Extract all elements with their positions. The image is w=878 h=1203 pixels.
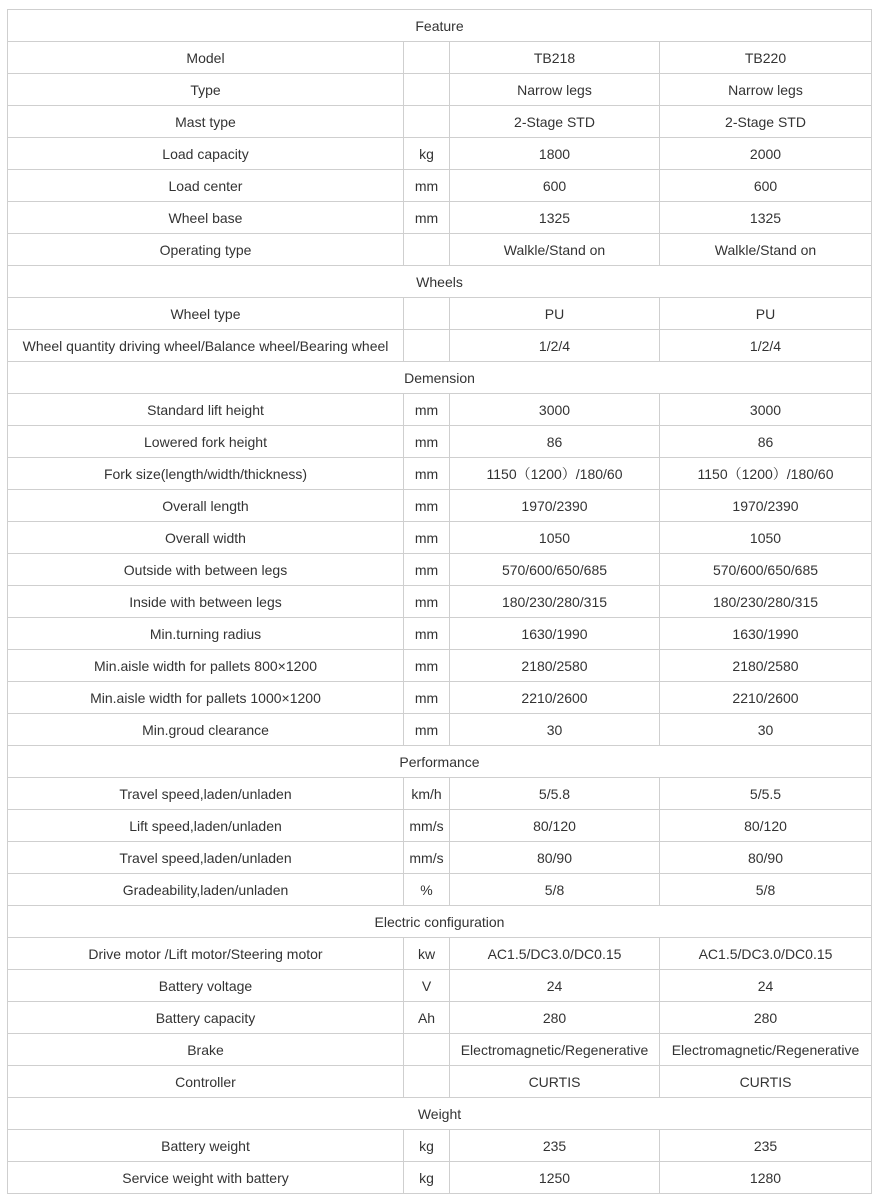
table-row	[8, 106, 872, 138]
spec-unit-cell: mm	[404, 170, 450, 202]
model-2-value-cell: TB220	[660, 42, 872, 74]
spec-unit-cell: kg	[404, 1130, 450, 1162]
spec-unit-cell	[404, 1034, 450, 1066]
table-row	[8, 522, 872, 554]
spec-label-cell: Min.groud clearance	[8, 714, 404, 746]
spec-label-cell: Operating type	[8, 234, 404, 266]
table-row	[8, 1066, 872, 1098]
spec-label-cell: Model	[8, 42, 404, 74]
table-row	[8, 74, 872, 106]
spec-unit-cell	[404, 234, 450, 266]
model-2-value-cell: 600	[660, 170, 872, 202]
spec-label-cell: Service weight with battery	[8, 1162, 404, 1194]
model-1-value-cell: 1050	[450, 522, 660, 554]
model-2-value-cell: 280	[660, 1002, 872, 1034]
model-2-value-cell: 86	[660, 426, 872, 458]
spec-label-cell: Travel speed,laden/unladen	[8, 778, 404, 810]
spec-unit-cell	[404, 1066, 450, 1098]
model-1-value-cell: 570/600/650/685	[450, 554, 660, 586]
section-header-row	[8, 10, 872, 42]
model-2-value-cell: 1325	[660, 202, 872, 234]
model-2-value-cell: Electromagnetic/Regenerative	[660, 1034, 872, 1066]
spec-label-cell: Load capacity	[8, 138, 404, 170]
model-2-value-cell: 1150（1200）/180/60	[660, 458, 872, 490]
model-1-value-cell: 1/2/4	[450, 330, 660, 362]
table-row	[8, 1002, 872, 1034]
spec-label-cell: Outside with between legs	[8, 554, 404, 586]
model-2-value-cell: 24	[660, 970, 872, 1002]
model-2-value-cell: 80/120	[660, 810, 872, 842]
table-row	[8, 938, 872, 970]
spec-label-cell: Wheel base	[8, 202, 404, 234]
model-2-value-cell: AC1.5/DC3.0/DC0.15	[660, 938, 872, 970]
spec-unit-cell: mm	[404, 682, 450, 714]
spec-unit-cell: %	[404, 874, 450, 906]
model-1-value-cell: 86	[450, 426, 660, 458]
section-title: Demension	[8, 362, 872, 394]
model-1-value-cell: 2210/2600	[450, 682, 660, 714]
spec-label-cell: Battery voltage	[8, 970, 404, 1002]
model-2-value-cell: 1970/2390	[660, 490, 872, 522]
model-1-value-cell: 600	[450, 170, 660, 202]
model-2-value-cell: 2180/2580	[660, 650, 872, 682]
spec-label-cell: Controller	[8, 1066, 404, 1098]
model-2-value-cell: Narrow legs	[660, 74, 872, 106]
section-title: Wheels	[8, 266, 872, 298]
spec-label-cell: Mast type	[8, 106, 404, 138]
model-2-value-cell: 2210/2600	[660, 682, 872, 714]
spec-label-cell: Wheel type	[8, 298, 404, 330]
spec-label-cell: Brake	[8, 1034, 404, 1066]
section-header-row	[8, 362, 872, 394]
spec-unit-cell	[404, 74, 450, 106]
table-row	[8, 1162, 872, 1194]
spec-label-cell: Min.turning radius	[8, 618, 404, 650]
table-row	[8, 714, 872, 746]
spec-unit-cell: mm/s	[404, 810, 450, 842]
spec-table	[7, 9, 872, 1194]
model-1-value-cell: 1250	[450, 1162, 660, 1194]
spec-unit-cell: km/h	[404, 778, 450, 810]
model-2-value-cell: 2000	[660, 138, 872, 170]
table-row	[8, 650, 872, 682]
section-title: Weight	[8, 1098, 872, 1130]
table-row	[8, 202, 872, 234]
table-row	[8, 490, 872, 522]
model-2-value-cell: 3000	[660, 394, 872, 426]
table-row	[8, 42, 872, 74]
spec-label-cell: Standard lift height	[8, 394, 404, 426]
table-row	[8, 1034, 872, 1066]
spec-unit-cell: mm	[404, 458, 450, 490]
model-1-value-cell: 1630/1990	[450, 618, 660, 650]
spec-label-cell: Lift speed,laden/unladen	[8, 810, 404, 842]
spec-unit-cell: mm	[404, 618, 450, 650]
table-row	[8, 234, 872, 266]
model-1-value-cell: CURTIS	[450, 1066, 660, 1098]
spec-unit-cell	[404, 42, 450, 74]
spec-unit-cell: kg	[404, 1162, 450, 1194]
table-row	[8, 810, 872, 842]
spec-label-cell: Min.aisle width for pallets 1000×1200	[8, 682, 404, 714]
spec-unit-cell	[404, 298, 450, 330]
model-1-value-cell: 80/120	[450, 810, 660, 842]
section-title: Feature	[8, 10, 872, 42]
model-1-value-cell: 2180/2580	[450, 650, 660, 682]
spec-unit-cell	[404, 330, 450, 362]
spec-unit-cell: V	[404, 970, 450, 1002]
spec-table-body	[8, 10, 872, 1194]
model-2-value-cell: 30	[660, 714, 872, 746]
model-2-value-cell: PU	[660, 298, 872, 330]
table-row	[8, 458, 872, 490]
model-1-value-cell: 1970/2390	[450, 490, 660, 522]
table-row	[8, 170, 872, 202]
spec-label-cell: Travel speed,laden/unladen	[8, 842, 404, 874]
table-row	[8, 138, 872, 170]
model-1-value-cell: 1150（1200）/180/60	[450, 458, 660, 490]
spec-label-cell: Fork size(length/width/thickness)	[8, 458, 404, 490]
model-1-value-cell: Electromagnetic/Regenerative	[450, 1034, 660, 1066]
model-1-value-cell: Narrow legs	[450, 74, 660, 106]
spec-label-cell: Drive motor /Lift motor/Steering motor	[8, 938, 404, 970]
spec-label-cell: Battery weight	[8, 1130, 404, 1162]
spec-label-cell: Load center	[8, 170, 404, 202]
model-1-value-cell: TB218	[450, 42, 660, 74]
spec-unit-cell: mm	[404, 202, 450, 234]
spec-unit-cell: mm	[404, 554, 450, 586]
model-1-value-cell: 180/230/280/315	[450, 586, 660, 618]
table-row	[8, 394, 872, 426]
spec-label-cell: Min.aisle width for pallets 800×1200	[8, 650, 404, 682]
table-row	[8, 778, 872, 810]
table-row	[8, 874, 872, 906]
spec-label-cell: Battery capacity	[8, 1002, 404, 1034]
table-row	[8, 298, 872, 330]
table-row	[8, 970, 872, 1002]
spec-label-cell: Type	[8, 74, 404, 106]
spec-unit-cell: mm/s	[404, 842, 450, 874]
spec-unit-cell: kg	[404, 138, 450, 170]
model-1-value-cell: 5/5.8	[450, 778, 660, 810]
model-1-value-cell: 24	[450, 970, 660, 1002]
model-1-value-cell: Walkle/Stand on	[450, 234, 660, 266]
model-2-value-cell: 235	[660, 1130, 872, 1162]
table-row	[8, 842, 872, 874]
spec-unit-cell: mm	[404, 490, 450, 522]
spec-label-cell: Inside with between legs	[8, 586, 404, 618]
model-1-value-cell: 30	[450, 714, 660, 746]
table-row	[8, 330, 872, 362]
table-row	[8, 426, 872, 458]
model-2-value-cell: 180/230/280/315	[660, 586, 872, 618]
spec-label-cell: Overall width	[8, 522, 404, 554]
spec-unit-cell: mm	[404, 426, 450, 458]
section-header-row	[8, 906, 872, 938]
spec-unit-cell: mm	[404, 522, 450, 554]
model-1-value-cell: 80/90	[450, 842, 660, 874]
model-1-value-cell: 235	[450, 1130, 660, 1162]
model-1-value-cell: 280	[450, 1002, 660, 1034]
spec-unit-cell	[404, 106, 450, 138]
spec-unit-cell: mm	[404, 714, 450, 746]
table-row	[8, 682, 872, 714]
section-header-row	[8, 266, 872, 298]
section-header-row	[8, 1098, 872, 1130]
model-1-value-cell: 2-Stage STD	[450, 106, 660, 138]
spec-label-cell: Overall length	[8, 490, 404, 522]
spec-unit-cell: mm	[404, 586, 450, 618]
model-2-value-cell: 1/2/4	[660, 330, 872, 362]
model-1-value-cell: 3000	[450, 394, 660, 426]
spec-unit-cell: kw	[404, 938, 450, 970]
model-2-value-cell: Walkle/Stand on	[660, 234, 872, 266]
model-1-value-cell: 1800	[450, 138, 660, 170]
table-row	[8, 554, 872, 586]
model-1-value-cell: 1325	[450, 202, 660, 234]
spec-label-cell: Lowered fork height	[8, 426, 404, 458]
model-2-value-cell: 1630/1990	[660, 618, 872, 650]
table-row	[8, 586, 872, 618]
spec-unit-cell: mm	[404, 650, 450, 682]
model-2-value-cell: 1050	[660, 522, 872, 554]
table-row	[8, 1130, 872, 1162]
model-2-value-cell: 2-Stage STD	[660, 106, 872, 138]
model-1-value-cell: PU	[450, 298, 660, 330]
model-2-value-cell: 80/90	[660, 842, 872, 874]
model-2-value-cell: 1280	[660, 1162, 872, 1194]
spec-unit-cell: mm	[404, 394, 450, 426]
model-2-value-cell: 5/8	[660, 874, 872, 906]
model-1-value-cell: 5/8	[450, 874, 660, 906]
model-2-value-cell: 5/5.5	[660, 778, 872, 810]
section-title: Electric configuration	[8, 906, 872, 938]
section-header-row	[8, 746, 872, 778]
spec-table-container	[7, 9, 871, 1194]
model-2-value-cell: 570/600/650/685	[660, 554, 872, 586]
model-1-value-cell: AC1.5/DC3.0/DC0.15	[450, 938, 660, 970]
table-row	[8, 618, 872, 650]
spec-label-cell: Gradeability,laden/unladen	[8, 874, 404, 906]
spec-label-cell: Wheel quantity driving wheel/Balance wheel/Bearing wheel	[8, 330, 404, 362]
model-2-value-cell: CURTIS	[660, 1066, 872, 1098]
section-title: Performance	[8, 746, 872, 778]
spec-unit-cell: Ah	[404, 1002, 450, 1034]
